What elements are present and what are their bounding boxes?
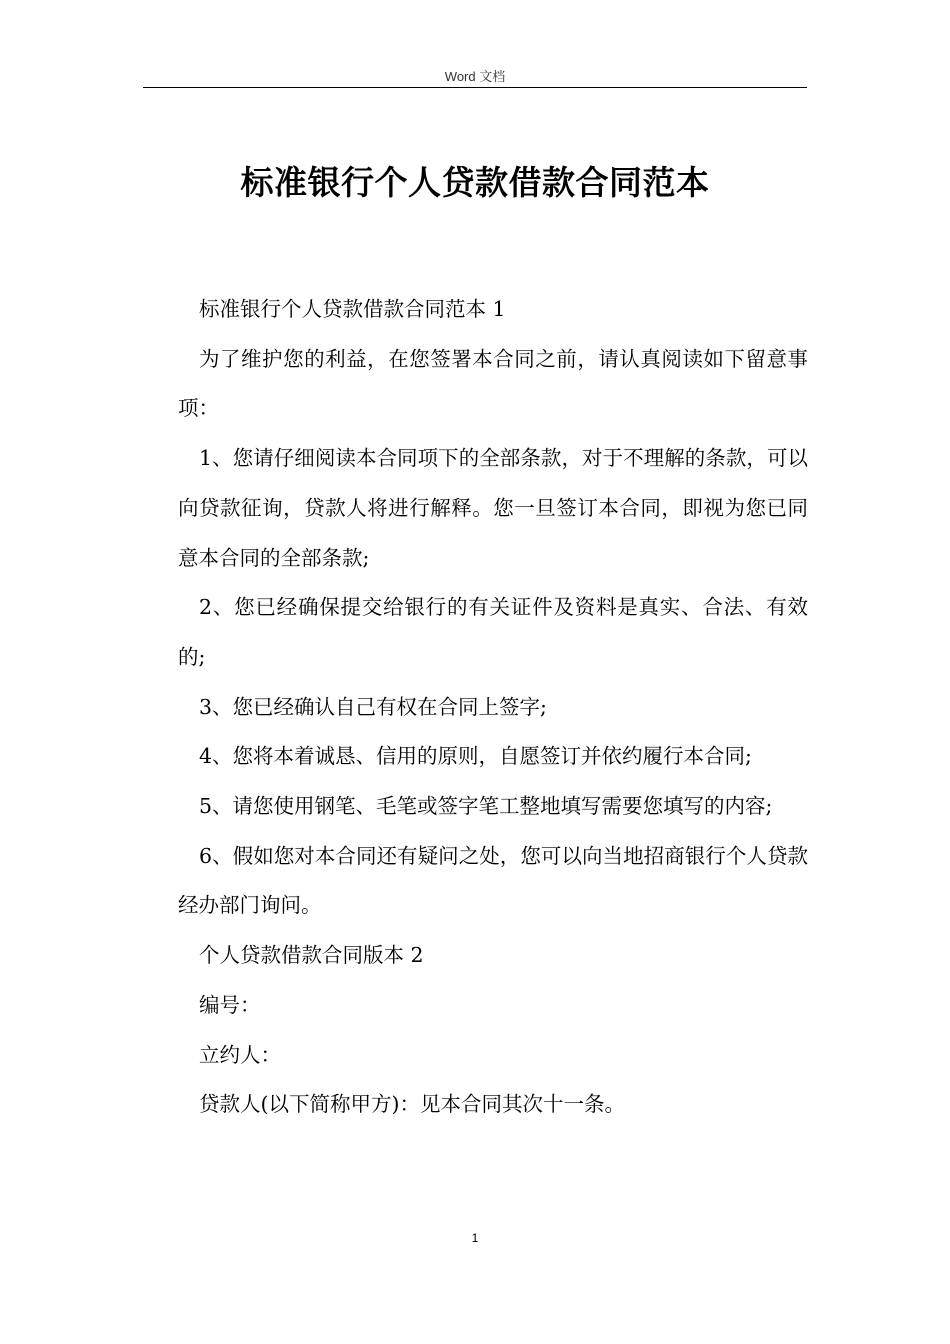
- page-header-label: Word 文档: [444, 69, 506, 84]
- paragraph-item-4: 4、您将本着诚恳、信用的原则，自愿签订并依约履行本合同;: [199, 744, 752, 769]
- document-title: 标准银行个人贷款借款合同范本: [240, 163, 710, 202]
- header-divider: [143, 87, 807, 88]
- document-body: [178, 285, 808, 1130]
- paragraph-intro: 为了维护您的利益，在您签署本合同之前，请认真阅读如下留意事项：: [178, 346, 808, 421]
- paragraph-parties-field: 立约人：: [199, 1042, 281, 1067]
- paragraph-item-5: 5、请您使用钢笔、毛笔或签字笔工整地填写需要您填写的内容;: [199, 794, 773, 819]
- paragraph-version-heading: 个人贷款借款合同版本 2: [199, 943, 424, 968]
- paragraph-lender-field: 贷款人(以下简称甲方)：见本合同其次十一条。: [199, 1092, 625, 1117]
- paragraph-item-1: 1、您请仔细阅读本合同项下的全部条款，对于不理解的条款，可以向贷款征询，贷款人将进行解释。您一旦签订本合同，即视为您已同意本合同的全部条款;: [178, 446, 808, 570]
- paragraph-item-2: 2、您已经确保提交给银行的有关证件及资料是真实、合法、有效的;: [178, 595, 808, 669]
- paragraph-section-heading: 标准银行个人贷款借款合同范本 1: [199, 297, 506, 321]
- page-number: 1: [471, 1231, 479, 1245]
- paragraph-item-3: 3、您已经确认自己有权在合同上签字;: [199, 694, 547, 719]
- paragraph-item-6: 6、假如您对本合同还有疑问之处，您可以向当地招商银行个人贷款经办部门询问。: [178, 843, 808, 918]
- paragraph-number-field: 编号：: [199, 992, 261, 1017]
